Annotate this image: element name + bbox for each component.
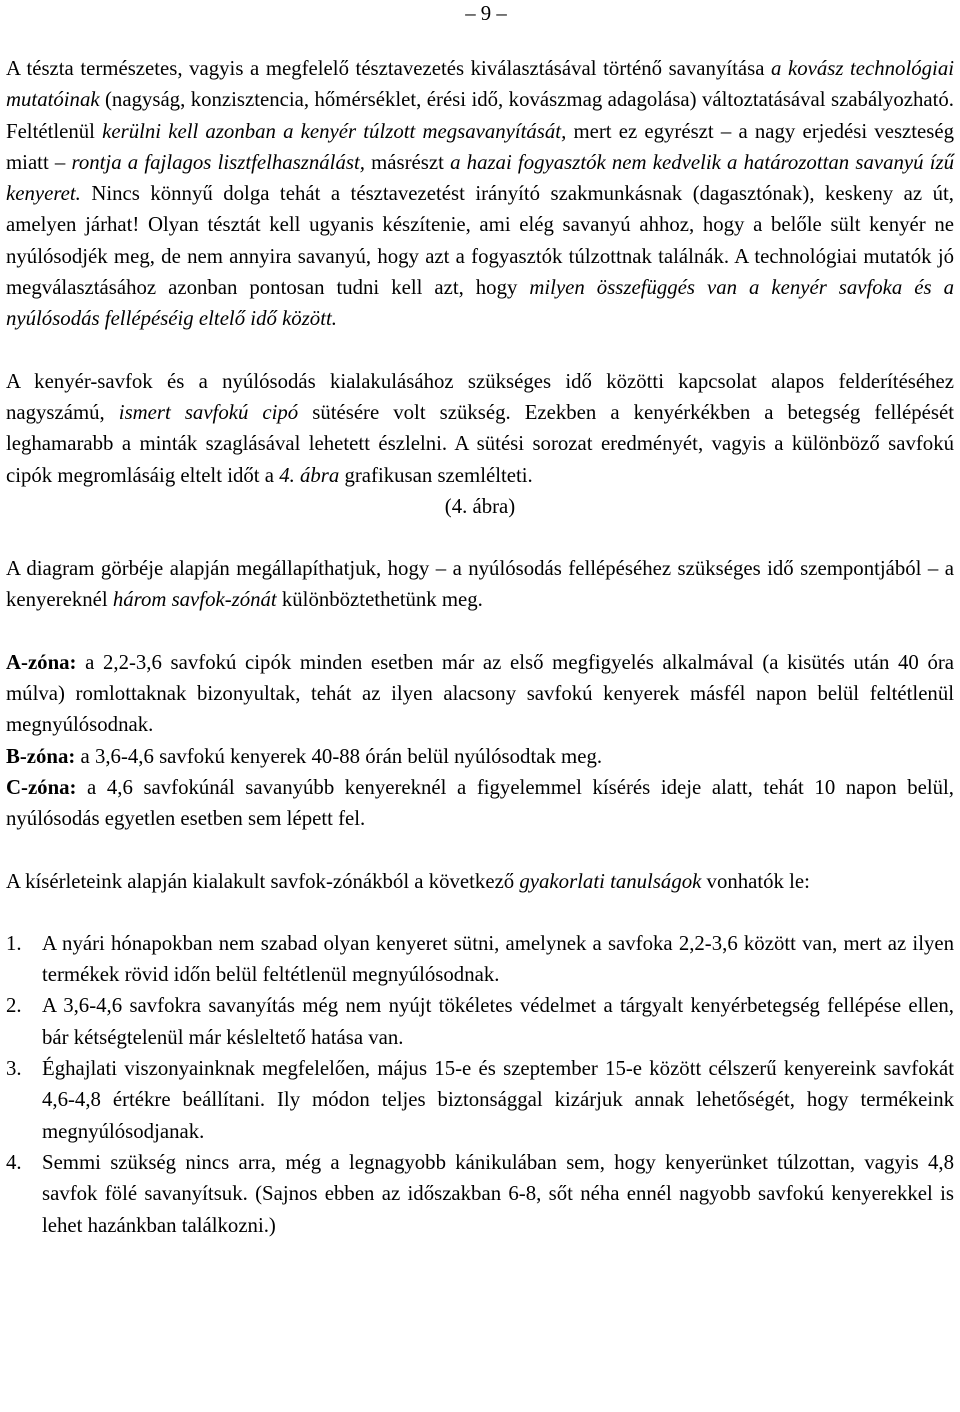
lessons-list bbox=[6, 928, 954, 1241]
page-number: – 9 – bbox=[465, 2, 507, 25]
text-run: vonhatók le: bbox=[701, 869, 810, 893]
italic-text-run: gyakorlati tanulságok bbox=[519, 869, 702, 893]
list-item-text: A nyári hónapokban nem szabad olyan kenyeret sütni, amelynek a savfoka 2,2-3,6 között van, mert az ilyen termékek rövid időn belül feltétlenül megnyúlósodnak. bbox=[42, 931, 954, 987]
italic-text-run: kerülni kell azonban a kenyér túlzott megsavanyítását, bbox=[102, 119, 567, 143]
italic-text-run: ismert savfokú cipó bbox=[118, 400, 299, 424]
text-run: másrészt bbox=[364, 150, 451, 174]
list-item-text: Éghajlati viszonyainknak megfelelően, május 15-e és szeptember 15-e között célszerű kenyereink savfokát 4,6-4,8 értékre beállítani. Ily módon teljes biztonsággal kizárjuk annak lehetőségét, hogy termékeink megnyúlósodjanak. bbox=[42, 1057, 954, 1143]
italic-text-run: milyen összefüggés van a kenyér savfoka és a nyúlósodás fellépéséig eltelő idő között. bbox=[6, 276, 954, 331]
list-item-number: 3. bbox=[6, 1057, 22, 1081]
text-run: Nincs könnyű dolga tehát a tésztavezetést irányító szakmunkásnak (dagasztónak), keskeny az út, amelyen járhat! Olyan tésztát kell ugyanis készítenie, ami elég savanyú ahhoz, hogy a belőle sült kenyér ne nyúlósodjék meg, de nem annyira savanyú, hogy azt a fogyasztók túlzottnak találnák. A technológiai mutatók jó megválasztásához azonban pontosan tudni kell azt, hogy bbox=[6, 182, 954, 300]
paragraph-experiment bbox=[6, 366, 954, 491]
list-item-text: Semmi szükség nincs arra, még a legnagyobb kánikulában sem, hogy kenyerünket túlzottan, vagyis 4,8 savfok fölé savanyítsuk. (Sajnos ebben az időszakban 6-8, sőt néha ennél nagyobb savfokú kenyerekkel is lehet hazánkban találkozni.) bbox=[42, 1150, 954, 1237]
text-run: A tészta természetes, vagyis a megfelelő tésztavezetés kiválasztásával történő savanyítása bbox=[6, 57, 772, 80]
figure-reference: (4. ábra) bbox=[444, 494, 516, 518]
zone-b-text: a 3,6-4,6 savfokú kenyerek 40-88 órán belül nyúlósodtak meg. bbox=[75, 744, 603, 768]
text-run: A diagram görbéje alapján megállapíthatjuk, hogy – a nyúlósodás fellépéséhez szükséges idő szempontjából – a kenyereknél bbox=[6, 557, 954, 612]
list-item-number: 2. bbox=[6, 994, 22, 1018]
italic-text-run: három savfok-zónát bbox=[112, 588, 277, 612]
text-run: A kenyér-savfok és a nyúlósodás kialakulásához szükséges idő közötti kapcsolat alapos felderítéséhez nagyszámú, bbox=[6, 369, 954, 424]
italic-text-run: a kovász technológiai mutatóinak bbox=[6, 57, 954, 112]
zone-c-label: C-zóna: bbox=[6, 775, 77, 799]
text-run: különböztethetünk meg. bbox=[276, 588, 483, 612]
zone-c-text: a 4,6 savfokúnál savanyúbb kenyereknél a figyelemmel kísérés ideje alatt, tehát 10 napon belül, nyúlósodás egyetlen esetben sem lépett fel. bbox=[6, 775, 954, 831]
zone-c bbox=[6, 772, 954, 835]
document-page bbox=[6, 0, 954, 1241]
paragraph-lessons-intro bbox=[6, 866, 954, 897]
zone-a-label: A-zóna: bbox=[6, 650, 77, 674]
list-item-number: 4. bbox=[6, 1150, 22, 1174]
paragraph-souring bbox=[6, 53, 954, 335]
zone-a-text: a 2,2-3,6 savfokú cipók minden esetben már az első megfigyelés alkalmával (a kisütés után 40 óra múlva) romlottaknak bizonyultak, tehát az ilyen alacsony savfokú kenyerek másfél napon belül feltétlenül megnyúlósodnak. bbox=[6, 650, 954, 737]
text-run: sütésére volt szükség. Ezekben a kenyérkékben a betegség fellépését leghamarabb a minták szaglásával lehetett észlelni. A sütési sorozat eredményét, vagyis a különböző savfokú cipók megromlásáig eltelt időt a bbox=[6, 400, 954, 487]
italic-text-run: rontja a fajlagos lisztfelhasználást, bbox=[71, 150, 365, 174]
zone-b-label: B-zóna: bbox=[6, 744, 76, 768]
text-run: grafikusan szemlélteti. bbox=[339, 463, 533, 487]
list-item bbox=[6, 928, 954, 991]
list-item bbox=[6, 1053, 954, 1147]
zone-b bbox=[6, 741, 954, 772]
text-run: A kísérleteink alapján kialakult savfok-zónákból a következő bbox=[6, 869, 520, 893]
list-item bbox=[6, 1147, 954, 1241]
text-run: (nagyság, konzisztencia, hőmérséklet, érési idő, kovászmag adagolása) változtatásával szabályozható. Feltétlenül bbox=[6, 88, 954, 143]
italic-text-run: a hazai fogyasztók nem kedvelik a határozottan savanyú ízű kenyeret. bbox=[6, 150, 954, 206]
paragraph-diagram bbox=[6, 553, 954, 616]
zone-a bbox=[6, 647, 954, 741]
text-run: mert ez egyrészt – a nagy erjedési veszteség miatt – bbox=[6, 119, 954, 174]
list-item-number: 1. bbox=[6, 931, 22, 955]
list-item bbox=[6, 990, 954, 1053]
list-item-text: A 3,6-4,6 savfokra savanyítás még nem nyújt tökéletes védelmet a tárgyalt kenyérbetegség fellépése ellen, bár kétségtelenül már késleltető hatása van. bbox=[42, 994, 954, 1049]
italic-text-run: 4. ábra bbox=[279, 463, 340, 487]
